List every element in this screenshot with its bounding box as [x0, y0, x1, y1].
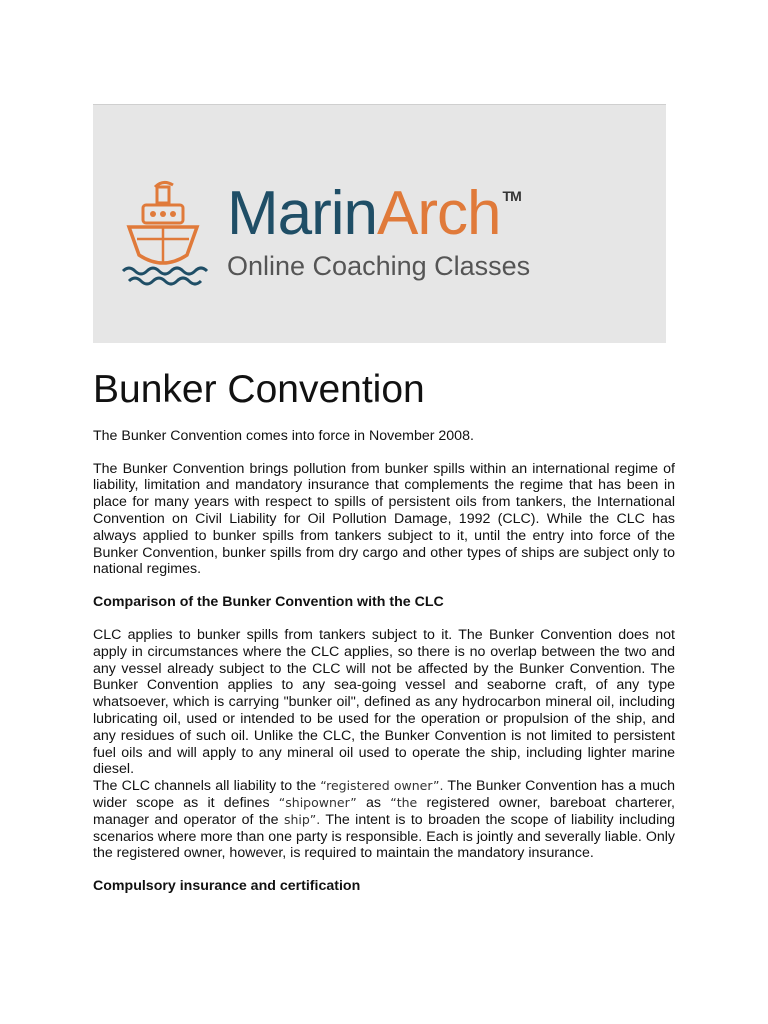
brand-name: [227, 179, 530, 248]
para3-text-4: registered owner, bareboat charterer, manager and operator of the: [93, 794, 675, 828]
para3-text-2: The Bunker Convention has a much wider scope as it defines: [93, 778, 675, 811]
paragraph-3: [93, 778, 675, 862]
quote-shipowner: “shipowner”: [278, 794, 357, 810]
para3-text-1: The CLC channels all liability to the: [93, 778, 321, 795]
paragraph-1: The Bunker Convention brings pollution from bunker spills within an international regime of liability, limitation and mandatory insurance that complements the regime that has been in place for many years with respect to spills of persistent oils from tankers, the International Convention on Civil Liability for Oil Pollution Damage, 1992 (CLC). While the CLC has always applied to bunker spills from tankers subject to it, until the entry into force of the Bunker Convention, bunker spills from dry cargo and other types of ships are subject only to national regimes.: [93, 460, 675, 578]
section-heading-insurance: Compulsory insurance and certification: [93, 878, 361, 895]
logo-banner: [93, 104, 666, 343]
intro-paragraph: The Bunker Convention comes into force in November 2008.: [93, 427, 474, 444]
document-page: [93, 104, 675, 895]
quote-registered-owner: “registered owner”.: [320, 778, 444, 794]
section-heading-comparison: Comparison of the Bunker Convention with the CLC: [93, 594, 444, 611]
brand-marin: Marin: [227, 179, 378, 248]
paragraph-2: CLC applies to bunker spills from tankers subject to it. The Bunker Convention does not apply in circumstances where the CLC applies, so there is no overlap between the two and any vessel already subject to the CLC will not be affected by the Bunker Convention. The Bunker Convention applies to any sea-going vessel and seaborne craft, of any type whatsoever, which is carrying "bunker oil", defined as any hydrocarbon mineral oil, including lubricating oil, used or intended to be used for the operation or propulsion of the ship, and any residues of such oil. Unlike the CLC, the Bunker Convention is not limited to persistent fuel oils and will apply to any mineral oil used to operate the ship, including lighter marine diesel.: [93, 626, 675, 778]
quote-ship: ship”.: [283, 811, 321, 827]
page-title: Bunker Convention: [93, 368, 425, 411]
trademark: TM: [502, 188, 521, 204]
brand-arch: Arch: [377, 179, 501, 248]
quote-the: “the: [390, 794, 418, 810]
tagline: Online Coaching Classes: [227, 251, 531, 281]
para3-text-3: as: [356, 794, 391, 811]
para3-text-5: The intent is to broaden the scope of liability including scenarios where more than one party is responsible. Each is jointly and severally liable. Only the registered owner, however, is required to maintain the mandatory insurance.: [93, 811, 675, 862]
ship-icon: [121, 179, 213, 289]
logo-text: [227, 179, 531, 282]
